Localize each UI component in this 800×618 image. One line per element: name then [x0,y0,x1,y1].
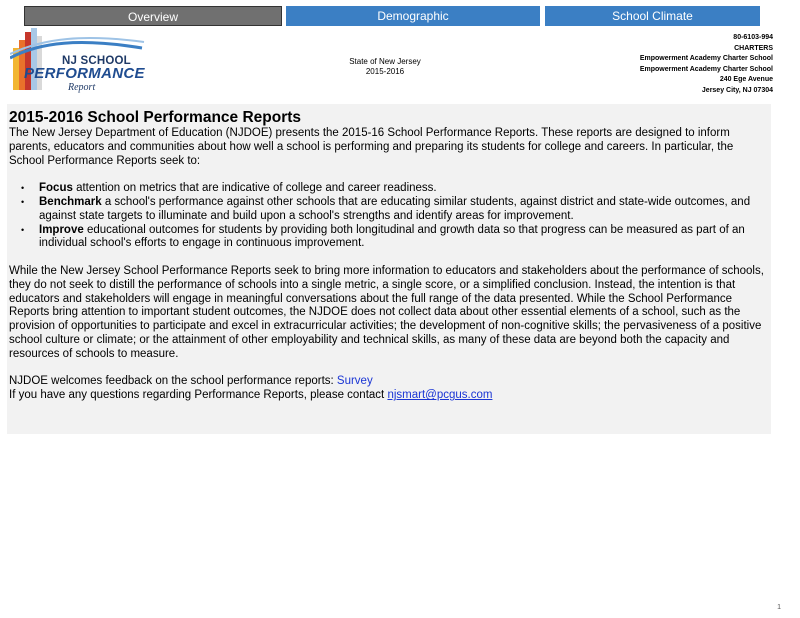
report-state-header [330,57,440,77]
feedback-line [9,375,769,389]
list-item [39,182,769,196]
bullet-keyword: Focus [39,182,73,195]
school-name: Empowerment Academy Charter School [639,65,773,73]
bullet-keyword: Improve [39,223,84,236]
list-item [39,224,769,252]
district-name: Empowerment Academy Charter School [639,55,773,63]
tab-bar [24,6,760,26]
logo-text-report: Report [68,82,96,93]
bullet-text: a school's performance against other schools that are educating similar students, against district and state-wide outcomes, and against state targets to illuminate and build upon a school's strengths and identify areas for improvement. [39,195,751,222]
tab-demographic[interactable]: Demographic [286,6,540,26]
intro-paragraph: The New Jersey Department of Education (NJDOE) presents the 2015-16 School Performance Reports. These reports are designed to inform parents, educators and communities about how well a school is performing and preparing its students for college and careers. In particular, the School Performance Reports seek to: [9,127,734,167]
address-street: 240 Ege Avenue [719,76,773,84]
state-name: State of New Jersey [349,57,421,66]
address-city: Jersey City, NJ 07304 [701,86,773,94]
school-info-header [640,33,773,97]
list-item [39,196,769,224]
contact-text: If you have any questions regarding Performance Reports, please contact [9,389,388,402]
nj-school-performance-logo [10,28,145,98]
page-title: 2015-2016 School Performance Reports [9,109,302,126]
feedback-text: NJDOE welcomes feedback on the school performance reports: [9,375,337,388]
bullet-text: attention on metrics that are indicative of college and career readiness. [72,182,437,195]
bullet-text: educational outcomes for students by providing both longitudinal and growth data so that progress can be measured as part of an individual school's efforts to engage in continuous improvement. [39,223,745,250]
logo-text-nj-school: NJ SCHOOL [62,55,131,67]
district-label: CHARTERS [734,44,773,52]
goals-list [9,182,769,251]
limitations-paragraph: While the New Jersey School Performance Reports seek to bring more information to educators and stakeholders about the performance of schools, they do not seek to distill the performance of schools into a single metric, a single score, or a simplified conclusion. Instead, the intention is that educators and stakeholders will engage in meaningful conversations about the full range of the data presented. While the School Performance Reports bring attention to important student outcomes, the NJDOE does not collect data about other essential elements of a school, such as the provision of opportunities to participate and excel in extracurricular activities; the development of non-cognitive skills; the pervasiveness of a positive school culture or climate; or the attainment of other employability and technical skills, as many of these data are beyond both the capacity and resources of schools to measure. [9,264,764,360]
tab-overview[interactable]: Overview [24,6,282,26]
contact-line [9,389,769,403]
school-code: 80-6103-994 [733,34,773,41]
overview-content-panel [7,104,771,434]
bullet-keyword: Benchmark [39,195,102,208]
tab-school-climate[interactable]: School Climate [545,6,760,26]
survey-link[interactable]: Survey [336,375,373,388]
email-link[interactable]: njsmart@pcgus.com [387,389,493,402]
logo-text-performance: PERFORMANCE [24,65,145,82]
page-number: 1 [777,604,781,611]
report-year: 2015-2016 [365,67,405,76]
